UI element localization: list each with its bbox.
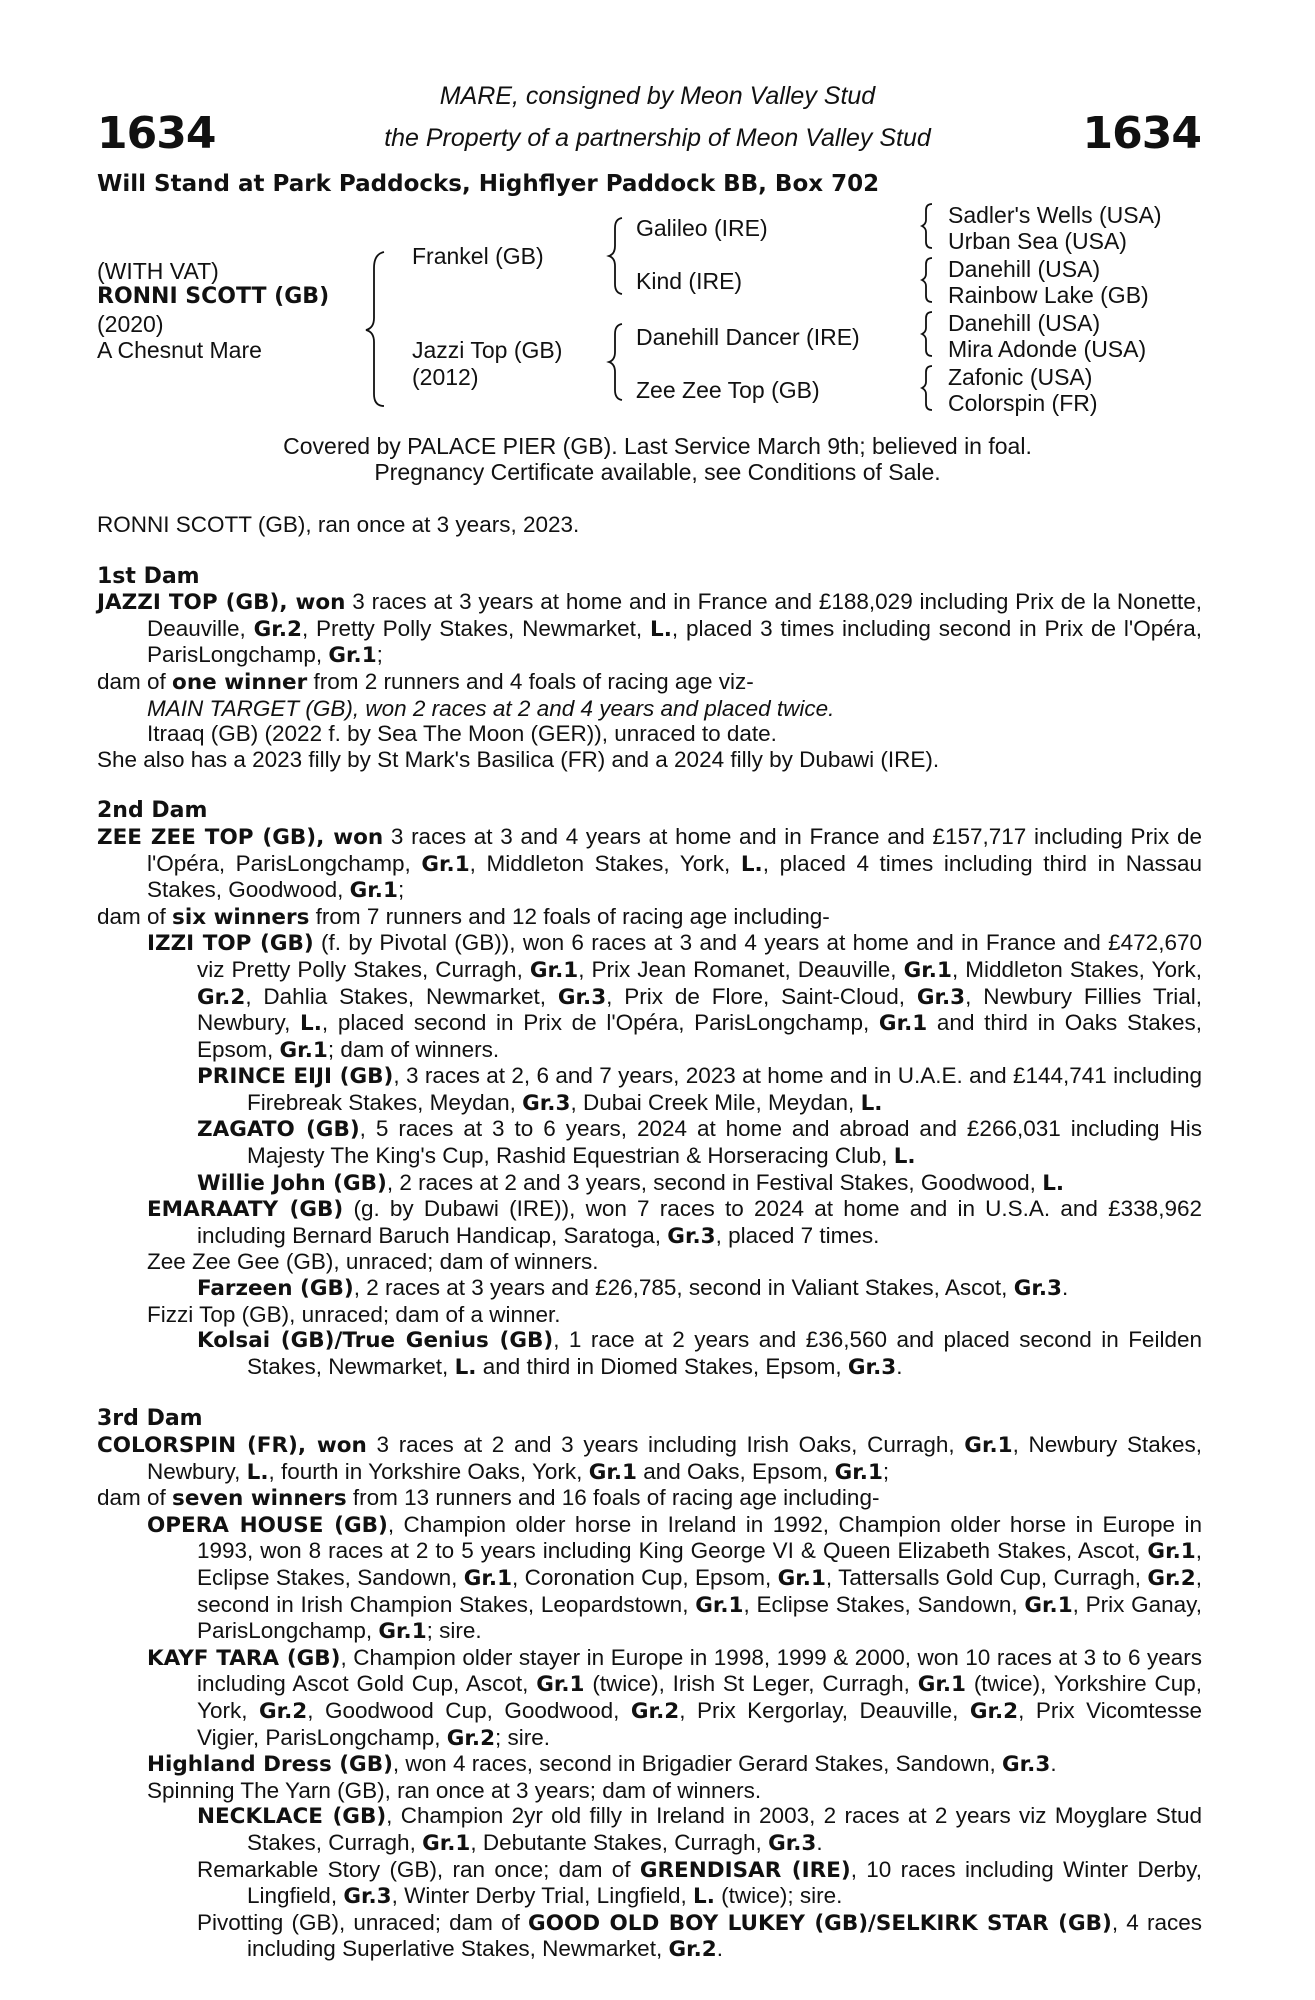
text: , Prix Vicomtesse Vigier, ParisLongchamp,: [197, 1697, 1202, 1750]
grandsire-3: Danehill (USA): [948, 256, 1101, 282]
grade: L.: [300, 1011, 322, 1037]
grade: Gr.3: [667, 1223, 716, 1249]
text: and third in Oaks Stakes, Epsom,: [197, 1010, 1202, 1062]
pedigree-brace-main: [370, 248, 400, 408]
progeny-pivotting: [97, 1910, 1202, 1963]
text: , placed second in Prix de l'Opéra, ParisLongchamp,: [321, 1010, 879, 1036]
text: ;: [882, 1458, 890, 1484]
winners-count: six winners: [172, 904, 310, 930]
grade: L.: [740, 851, 763, 877]
text: from 7 runners and 12 foals of racing age including-: [309, 903, 830, 929]
grade: Gr.2: [258, 1698, 308, 1724]
text: 3 races at 3 and 4 years at home and in France and £157,717 including Prix de l'Opéra, ParisLongchamp,: [147, 823, 1202, 876]
text: , placed 3 times including second in Prix de l'Opéra, ParisLongchamp,: [147, 615, 1202, 668]
text: from 13 runners and 16 foals of racing age including-: [346, 1485, 880, 1511]
progeny-kolsai: [97, 1327, 1202, 1380]
covered-line-1: Covered by PALACE PIER (GB). Last Service March 9th; believed in foal.: [283, 433, 1032, 459]
text: Pivotting (GB), unraced; dam of: [197, 1909, 529, 1935]
progeny-zagato: [97, 1116, 1202, 1169]
text: , 3 races at 2, 6 and 7 years, 2023 at home and in U.A.E. and £144,741 including Firebreak Stakes, Meydan,: [247, 1063, 1202, 1115]
grade: Gr.1: [903, 957, 952, 983]
horse-name: RONNI SCOTT (GB): [97, 284, 330, 309]
text: ;: [376, 642, 383, 668]
text: , Champion older stayer in Europe in 1998, 1999 & 2000, won 10 races at 3 to 6 years including Ascot Gold Cup, Ascot,: [197, 1644, 1202, 1697]
horse-name: EMARAATY (GB): [147, 1197, 344, 1223]
dam-year: (2012): [412, 364, 479, 390]
pedigree-brace-g4: [922, 364, 942, 412]
dam-sire: Danehill Dancer (IRE): [636, 324, 860, 350]
pedigree-brace-g2: [922, 256, 942, 304]
foal-itraaq: Itraaq (GB) (2022 f. by Sea The Moon (GER)), unraced to date.: [147, 721, 777, 747]
progeny-farzeen: [97, 1275, 1202, 1302]
horse-name: IZZI TOP (GB): [147, 931, 314, 957]
text: (g. by Dubawi (IRE)), won 7 races to 2024 at home and in U.S.A. and £338,962 including Bernard Baruch Handicap, Saratoga,: [197, 1196, 1202, 1248]
text: (twice), Irish St Leger, Curragh,: [584, 1671, 918, 1697]
grade: Gr.1: [378, 1619, 427, 1645]
grade: Gr.1: [1024, 1592, 1073, 1618]
grade: Gr.2: [630, 1698, 680, 1724]
grandsire-4: Rainbow Lake (GB): [948, 282, 1149, 308]
text: , Coronation Cup, Epsom,: [512, 1564, 778, 1590]
horse-description: A Chesnut Mare: [97, 337, 262, 363]
grandsire-1: Sadler's Wells (USA): [948, 202, 1162, 228]
pedigree-brace-g3: [922, 310, 942, 358]
progeny-highland-dress: [97, 1751, 1202, 1778]
foal-main-target: [97, 696, 1202, 722]
text: dam of: [97, 903, 173, 929]
grade: L.: [693, 1884, 715, 1910]
horse-name: NECKLACE (GB): [197, 1804, 387, 1830]
grade: Gr.1: [878, 1011, 928, 1037]
grade: Gr.1: [463, 1565, 513, 1591]
second-dam-name: ZEE ZEE TOP (GB), won: [97, 824, 384, 850]
grade: L.: [454, 1354, 477, 1380]
progeny-willie-john: [97, 1170, 1202, 1197]
text: , second in Irish Champion Stakes, Leopardstown,: [197, 1564, 1202, 1617]
text: ; dam of winners.: [327, 1036, 500, 1062]
grade: Gr.1: [421, 851, 470, 877]
grade: Gr.3: [1002, 1752, 1051, 1778]
first-dam-heading: 1st Dam: [97, 563, 200, 589]
catalogue-body: [97, 512, 1202, 1963]
text: , 4 races including Superlative Stakes, Newmarket,: [247, 1909, 1202, 1962]
grade: Gr.1: [1147, 1539, 1196, 1565]
horse-name: ZAGATO (GB): [197, 1117, 360, 1143]
grade: Gr.2: [197, 984, 246, 1010]
text: , Newbury Fillies Trial, Newbury,: [197, 983, 1203, 1036]
text: dam of: [97, 1485, 173, 1511]
grade: Gr.3: [768, 1830, 817, 1856]
horse-name: GRENDISAR (IRE): [639, 1857, 851, 1883]
grade: L.: [650, 616, 672, 642]
text: , 1 race at 2 years and £36,560 and placed second in Feilden Stakes, Newmarket,: [247, 1327, 1202, 1379]
text: .: [716, 1936, 724, 1962]
grade: Gr.1: [834, 1459, 883, 1485]
text: (twice), Yorkshire Cup, York,: [197, 1671, 1203, 1723]
text: ; sire.: [495, 1724, 551, 1750]
sire: Frankel (GB): [412, 243, 544, 269]
grade: Gr.1: [349, 878, 398, 904]
grade: Gr.2: [668, 1937, 717, 1963]
text: , Eclipse Stakes, Sandown,: [197, 1538, 1202, 1590]
text: and Oaks, Epsom,: [637, 1458, 835, 1484]
third-dam-name: COLORSPIN (FR), won: [97, 1433, 367, 1458]
progeny-zee-zee-gee: Zee Zee Gee (GB), unraced; dam of winners.: [147, 1249, 599, 1275]
progeny-necklace: [97, 1803, 1202, 1856]
grade: Gr.2: [253, 616, 302, 642]
grade: Gr.1: [328, 643, 377, 669]
stand-info: Will Stand at Park Paddocks, Highflyer Paddock BB, Box 702: [97, 171, 880, 197]
grade: Gr.1: [422, 1830, 471, 1856]
progeny-spinning-the-yarn: Spinning The Yarn (GB), ran once at 3 years; dam of winners.: [147, 1777, 762, 1803]
consignment-line-2: the Property of a partnership of Meon Valley Stud: [384, 124, 931, 152]
text: .: [1050, 1751, 1057, 1777]
text: , fourth in Yorkshire Oaks, York,: [268, 1458, 589, 1484]
second-dam-produce: [97, 904, 1202, 931]
text: 3 races at 2 and 3 years including Irish Oaks, Curragh,: [366, 1432, 965, 1457]
vat-note: (WITH VAT): [97, 258, 219, 284]
text: ;: [397, 877, 405, 903]
progeny-emaraaty: [97, 1196, 1202, 1249]
text: , 2 races at 3 years and £26,785, second in Valiant Stakes, Ascot,: [353, 1275, 1014, 1301]
lot-number-left: 1634: [97, 108, 216, 159]
grade: Gr.3: [557, 984, 607, 1010]
horse-name: GOOD OLD BOY LUKEY (GB)/SELKIRK STAR (GB): [528, 1910, 1112, 1936]
horse-name: Farzeen (GB): [197, 1276, 354, 1302]
text: , 2 races at 2 and 3 years, second in Festival Stakes, Goodwood,: [386, 1169, 1043, 1195]
grade: Gr.2: [1147, 1565, 1196, 1591]
horse-name: Willie John (GB): [197, 1170, 387, 1196]
grade: L.: [1042, 1170, 1065, 1196]
dam: Jazzi Top (GB): [412, 337, 563, 363]
covered-line-2: Pregnancy Certificate available, see Conditions of Sale.: [374, 459, 941, 485]
progeny-prince-eiji: [97, 1063, 1202, 1116]
progeny-izzi-top: [97, 930, 1202, 1063]
text: (f. by Pivotal (GB)), won 6 races at 3 and 4 years at home and in France and £472,670 viz Pretty Polly Stakes, Curragh,: [197, 930, 1202, 982]
grade: Gr.1: [964, 1433, 1013, 1458]
horse-name: PRINCE EIJI (GB): [197, 1064, 394, 1090]
grade: Gr.1: [529, 957, 579, 983]
grandsire-2: Urban Sea (USA): [948, 228, 1127, 254]
text: 3 races at 3 years at home and in France and £188,029 including Prix de la Nonette, Deauville,: [147, 589, 1202, 641]
text: , Winter Derby Trial, Lingfield,: [391, 1883, 693, 1909]
sire-sire: Galileo (IRE): [636, 215, 768, 241]
horse-name: KAYF TARA (GB): [147, 1645, 341, 1671]
text: from 2 runners and 4 foals of racing age viz-: [307, 668, 754, 694]
horse-name: OPERA HOUSE (GB): [147, 1512, 388, 1538]
first-dam-name: JAZZI TOP (GB), won: [97, 590, 346, 616]
text: dam of: [97, 668, 173, 694]
grandsire-7: Zafonic (USA): [948, 364, 1093, 390]
progeny-kayf-tara: [97, 1645, 1202, 1751]
text: , placed 7 times.: [715, 1222, 880, 1248]
third-dam-heading: 3rd Dam: [97, 1406, 203, 1432]
dam-dam: Zee Zee Top (GB): [636, 377, 820, 403]
horse-name: Kolsai (GB)/True Genius (GB): [197, 1328, 554, 1354]
grade: Gr.2: [969, 1698, 1019, 1724]
text: , won 2 races at 2 and 4 years and placed twice.: [352, 695, 835, 721]
text: , Dahlia Stakes, Newmarket,: [245, 983, 558, 1009]
text: , Tattersalls Gold Cup, Curragh,: [825, 1564, 1148, 1590]
text: , won 4 races, second in Brigadier Gerard Stakes, Sandown,: [392, 1751, 1002, 1777]
text: , Eclipse Stakes, Sandown,: [743, 1591, 1025, 1617]
grandsire-8: Colorspin (FR): [948, 390, 1098, 416]
grade: Gr.1: [917, 1672, 967, 1698]
second-dam-heading: 2nd Dam: [97, 798, 208, 824]
text: , Prix Jean Romanet, Deauville,: [578, 956, 904, 982]
text: ; sire.: [426, 1618, 482, 1644]
text: , Debutante Stakes, Curragh,: [470, 1829, 769, 1855]
text: , Goodwood Cup, Goodwood,: [307, 1697, 631, 1723]
grade: L.: [893, 1144, 916, 1170]
progeny-remarkable-story: [97, 1857, 1202, 1910]
text: , Pretty Polly Stakes, Newmarket,: [301, 615, 650, 641]
grade: Gr.1: [695, 1592, 744, 1618]
grade: Gr.3: [847, 1354, 897, 1380]
progeny-fizzi-top: Fizzi Top (GB), unraced; dam of a winner.: [147, 1301, 561, 1327]
grade: L.: [246, 1459, 269, 1485]
progeny-opera-house: [97, 1512, 1202, 1645]
text: , Prix Ganay, ParisLongchamp,: [197, 1591, 1202, 1644]
text: (twice); sire.: [714, 1883, 843, 1909]
horse-name: Highland Dress (GB): [147, 1752, 393, 1778]
text: , Middleton Stakes, York,: [469, 850, 741, 876]
text: Remarkable Story (GB), ran once; dam of: [197, 1856, 640, 1882]
text: , Champion 2yr old filly in Ireland in 2003, 2 races at 2 years viz Moyglare Stud Stakes, Curragh,: [247, 1803, 1202, 1855]
horse-year: (2020): [97, 311, 164, 337]
race-record: RONNI SCOTT (GB), ran once at 3 years, 2023.: [97, 512, 580, 537]
grade: Gr.1: [588, 1459, 637, 1485]
grade: Gr.2: [446, 1725, 496, 1751]
text: , Middleton Stakes, York,: [951, 956, 1202, 982]
consignment-line-1: MARE, consigned by Meon Valley Stud: [439, 82, 876, 110]
grade: Gr.1: [279, 1037, 328, 1063]
second-dam-record: [97, 824, 1202, 904]
text: .: [896, 1353, 903, 1379]
text: .: [1062, 1275, 1069, 1301]
text: , Dubai Creek Mile, Meydan,: [570, 1089, 861, 1115]
grade: L.: [860, 1090, 883, 1116]
text: , Champion older horse in Ireland in 1992, Champion older horse in Europe in 1993, won 8 races at 2 to 5 years including King George VI & Queen Elizabeth Stakes, Ascot,: [197, 1511, 1203, 1564]
grade: Gr.3: [916, 984, 966, 1010]
text: , 5 races at 3 to 6 years, 2024 at home and abroad and £266,031 including His Majesty The King's Cup, Rashid Equestrian & Horseracing Club,: [247, 1116, 1202, 1169]
winners-count: seven winners: [172, 1486, 347, 1512]
first-dam-produce: [97, 669, 1202, 696]
grade: Gr.3: [343, 1884, 392, 1910]
grade: Gr.3: [1013, 1276, 1062, 1302]
first-dam-also: She also has a 2023 filly by St Mark's Basilica (FR) and a 2024 filly by Dubawi (IRE).: [97, 746, 940, 772]
text: , placed 4 times including third in Nassau Stakes, Goodwood,: [147, 850, 1202, 903]
text: , Prix Kergorlay, Deauville,: [679, 1697, 970, 1723]
winners-count: one winner: [172, 669, 308, 695]
grade: Gr.3: [522, 1090, 571, 1116]
text: , Newbury Stakes, Newbury,: [147, 1432, 1202, 1484]
text: and third in Diomed Stakes, Epsom,: [476, 1353, 848, 1379]
text: .: [816, 1829, 823, 1855]
grandsire-5: Danehill (USA): [948, 310, 1101, 336]
third-dam-record: [97, 1432, 1202, 1485]
foal-name: MAIN TARGET (GB): [147, 695, 353, 721]
lot-number-right: 1634: [1082, 108, 1201, 159]
text: , Prix de Flore, Saint-Cloud,: [606, 983, 917, 1009]
pedigree-brace-g1: [922, 202, 942, 250]
third-dam-produce: [97, 1485, 1202, 1512]
grandsire-6: Mira Adonde (USA): [948, 336, 1147, 362]
first-dam-record: [97, 589, 1202, 669]
grade: Gr.1: [536, 1672, 585, 1698]
text: , 10 races including Winter Derby, Lingfield,: [247, 1856, 1202, 1909]
grade: Gr.1: [777, 1565, 826, 1591]
sire-dam: Kind (IRE): [636, 268, 743, 294]
